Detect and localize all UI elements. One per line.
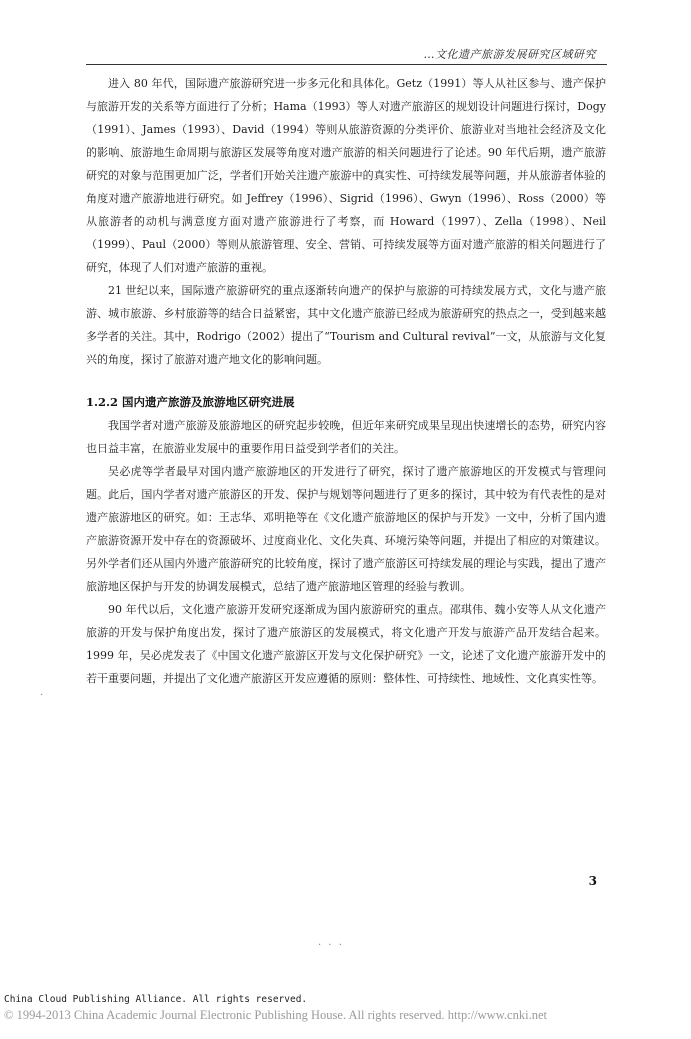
footer-copyright-line: China Cloud Publishing Alliance. All rights reserved. <box>4 994 308 1005</box>
paragraph-text-continued: 等人从社区参与、遗产保护与旅游开发的关系等方面进行了分析；Hama（1993）等人对遗产旅游区的规划设计问题进行探讨，Dogy（1991）、James（1993）、David（1994）等则从旅游资源的分类评价、旅游业对当地社会经济及文化的影响、旅游地生命周期与旅游区发展等角度对遗产旅游的相关问题进行了论述。90 年代后期，遗产旅游研究的对象与范围更加广泛，学者们开始关注遗产旅游中的真实性、可持续发展等问题，并从旅游者体验的角度对遗产旅游地进行研究。如 Jeffrey（1996）、Sigrid（1996）、Gwyn（1996）、Ross（2000）等从旅游者的动机与满意度方面对遗产旅游进行了考察，而 Howard（1997）、Zella（1998）、Neil（1999）、Paul（2000）等则从旅游管理、安全、营销、可持续发展等方面对遗产旅游的相关问题进行了研究，体现了人们对遗产旅游的重视。 <box>86 77 607 274</box>
paragraph-intro-1 <box>86 72 606 279</box>
section-heading: 1.2.2 国内遗产旅游及旅游地区研究进展 <box>86 395 295 409</box>
running-header-title: …文化遗产旅游发展研究区域研究 <box>423 48 596 61</box>
page-number: 3 <box>588 874 597 888</box>
paragraph-section-1: 我国学者对遗产旅游及旅游地区的研究起步较晚，但近年来研究成果呈现出快速增长的态势，研究内容也日益丰富，在旅游业发展中的重要作用日益受到学者们的关注。 <box>86 419 606 455</box>
margin-dots-bottom: · · · <box>318 940 344 951</box>
margin-dots-left: · <box>40 690 46 701</box>
header-rule <box>86 64 607 65</box>
page-body <box>86 72 606 690</box>
paragraph-intro-2: 21 世纪以来，国际遗产旅游研究的重点逐渐转向遗产的保护与旅游的可持续发展方式，文化与遗产旅游、城市旅游、乡村旅游等的结合日益紧密，其中文化遗产旅游已经成为旅游研究的热点之一，受到越来越多学者的关注。其中，Rodrigo（2002）提出了“Tourism and Cultural revival”一文，从旅游与文化复兴的角度，探讨了旅游对遗产地文化的影响问题。 <box>86 284 606 366</box>
paragraph-text: 进入 80 年代，国际遗产旅游研究进一步多元化和具体化。Getz（1991） <box>108 77 473 90</box>
paragraph-section-2: 吴必虎等学者最早对国内遗产旅游地区的开发进行了研究，探讨了遗产旅游地区的开发模式与管理问题。此后，国内学者对遗产旅游区的开发、保护与规划等问题进行了更多的探讨，其中较为有代表性的是对遗产旅游地区的研究。如：王志华、邓明艳等在《文化遗产旅游地区的保护与开发》一文中，分析了国内遗产旅游资源开发中存在的资源破坏、过度商业化、文化失真、环境污染等问题，并提出了相应的对策建议。另外学者们还从国内外遗产旅游研究的比较角度，探讨了遗产旅游区可持续发展的理论与实践，提出了遗产旅游地区保护与开发的协调发展模式，总结了遗产旅游地区管理的经验与教训。 <box>86 465 606 593</box>
paragraph-section-3: 90 年代以后，文化遗产旅游开发研究逐渐成为国内旅游研究的重点。邵琪伟、魏小安等人从文化遗产旅游的开发与保护角度出发，探讨了遗产旅游区的发展模式，将文化遗产开发与旅游产品开发结合起来。1999 年，吴必虎发表了《中国文化遗产旅游区开发与文化保护研究》一文，论述了文化遗产旅游开发中的若干重要问题，并提出了文化遗产旅游区开发应遵循的原则：整体性、可持续性、地域性、文化真实性等。 <box>86 603 606 685</box>
footer-publisher-line: © 1994-2013 China Academic Journal Electronic Publishing House. All rights reserved. http://www.cnki.net <box>4 1008 547 1022</box>
